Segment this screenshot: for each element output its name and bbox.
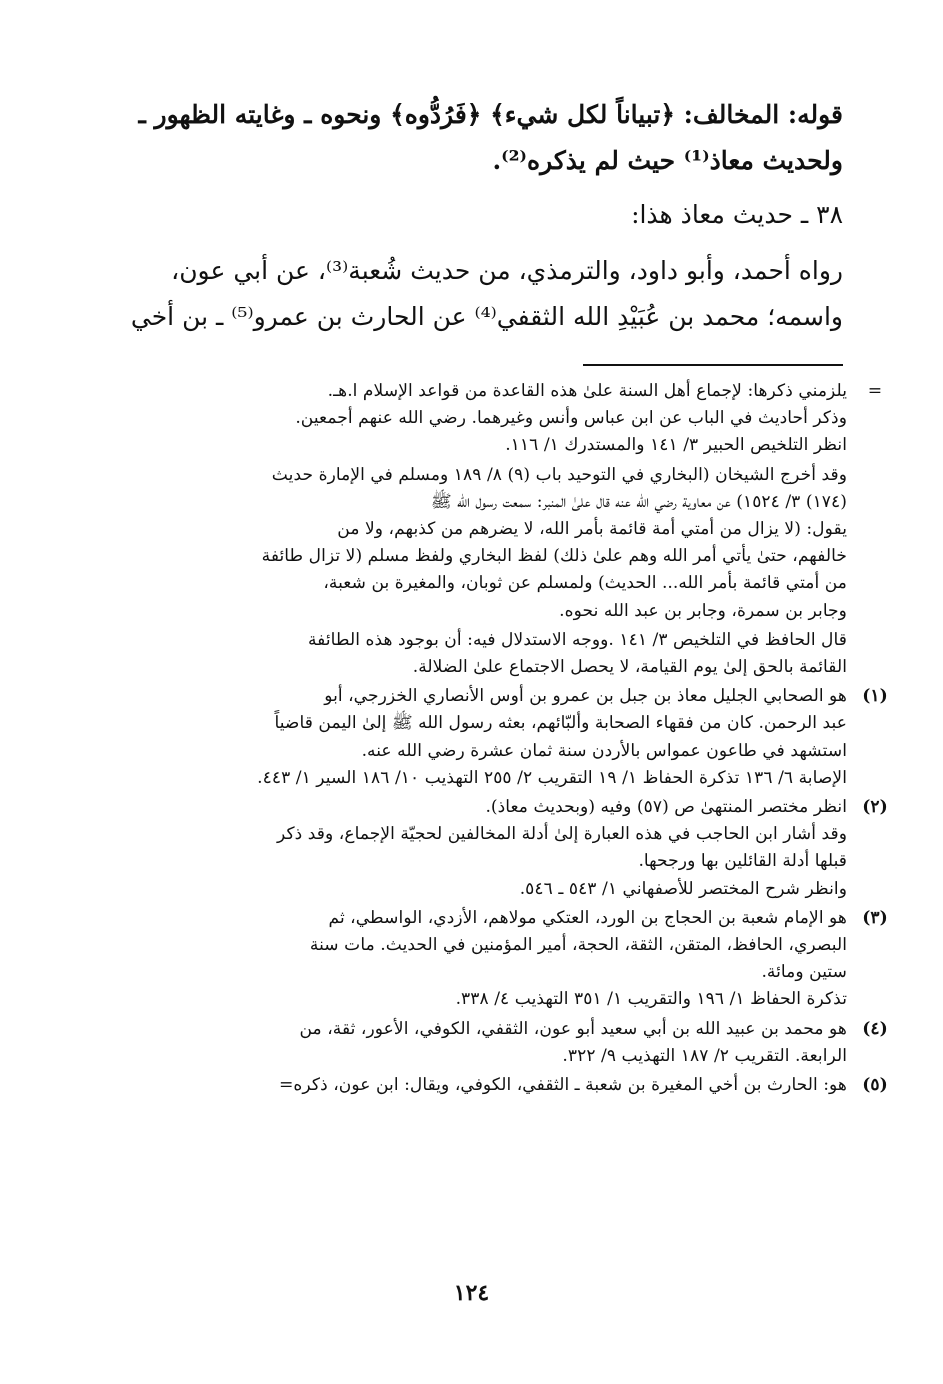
footnote-4-line: الرابعة. التقريب ٢/ ١٨٧ التهذيب ٩/ ٣٢٢. <box>562 1045 847 1066</box>
footnote-number: (٢) <box>862 797 888 818</box>
footnote-4: (٤) هو محمد بن عبيد الله بن أبي سعيد أبو عون، الثقفي، الكوفي، الأعور، ثقة، من <box>99 1016 847 1043</box>
footnote-3-line: البصري، الحافظ، المتقن، الثقة، الحجة، أمير المؤمنين في الحديث. مات سنة <box>309 935 847 956</box>
footnotes <box>99 378 888 1099</box>
continuation-line: القائمة بالحق إلىٰ يوم القيامة، لا يحصل الاجتماع علىٰ الضلالة. <box>412 657 847 678</box>
footnote-2-line: وانظر شرح المختصر للأصفهاني ١/ ٥٤٣ ـ ٥٤٦. <box>519 878 847 899</box>
footnote-5: (٥) هو: الحارث بن أخي المغيرة بن شعبة ـ الثقفي، الكوفي، ويقال: ابن عون، ذكره= <box>99 1072 847 1099</box>
footnote-number: (٥) <box>862 1075 888 1096</box>
page-number: ١٢٤ <box>453 1280 490 1306</box>
continuation-mark: = <box>867 381 883 401</box>
footnote-1-line: الإصابة ٦/ ١٣٦ تذكرة الحفاظ ١/ ١٩ التقريب ٢/ ٢٥٥ التهذيب ١٠/ ١٨٦ السير ١/ ٤٤٣. <box>257 767 847 788</box>
footnote-number: (٣) <box>862 907 888 928</box>
footnote-2: (٢) انظر مختصر المنتهىٰ ص (٥٧) وفيه (وبحديث معاذ). <box>99 794 847 821</box>
continuation-line: يقول: (لا يزال من أمتي أمة قائمة بأمر الله، لا يضرهم من كذبهم، ولا من <box>337 519 847 540</box>
footnote-2-line: قبلها أدلة القائلين بها ورجحها. <box>638 851 847 872</box>
footnote-number: (٤) <box>862 1018 888 1039</box>
footnote-1-line: عبد الرحمن. كان من فقهاء الصحابة وألبّائهم، بعثه رسول الله ﷺ إلىٰ اليمن قاضياً <box>274 713 847 734</box>
continuation-line: من أمتي قائمة بأمر الله... الحديث) ولمسلم عن ثوبان، والمغيرة بن شعبة، <box>323 573 847 594</box>
footnote-separator <box>583 364 843 366</box>
main-line-4: رواه أحمد، وأبو داود، والترمذي، من حديث شُعبة⁽³⁾، عن أبي عون، <box>171 256 843 285</box>
continuation-line: وقد أخرج الشيخان (البخاري في التوحيد باب (٩) ٨/ ١٨٩ ومسلم في الإمارة حديث <box>271 464 847 485</box>
footnote-number: (١) <box>862 686 888 707</box>
continuation-line: خالفهم، حتىٰ يأتي أمر الله وهم علىٰ ذلك) لفظ البخاري ولفظ مسلم (لا تزال طائفة <box>261 546 847 567</box>
main-line-2: ولحديث معاذ⁽¹⁾ حيث لم يذكره⁽²⁾. <box>492 146 843 175</box>
main-line-1: قوله: المخالف: ﴿تبياناً لكل شيء﴾ ﴿فَرُدُّوه﴾ ونحوه ـ وغايته الظهور ـ <box>138 100 843 129</box>
continuation-line: وجابر بن سمرة، وجابر بن عبد الله نحوه. <box>559 600 847 621</box>
footnote-3-line: تذكرة الحفاظ ١/ ١٩٦ والتقريب ١/ ٣٥١ التهذيب ٤/ ٣٣٨. <box>455 989 847 1010</box>
continuation-line: = يلزمني ذكرها: لإجماع أهل السنة علىٰ هذه القاعدة من قواعد الإسلام ا.هـ. <box>99 378 847 405</box>
continuation-line: (١٧٤) ٣/ ١٥٢٤) عن معاوية رضي الله عنه قال علىٰ المنبر: سمعت رسول الله ﷺ <box>430 491 847 512</box>
continuation-line: انظر التلخيص الحبير ٣/ ١٤١ والمستدرك ١/ ١١٦. <box>505 435 847 456</box>
footnote-3-line: ستين ومائة. <box>761 962 847 983</box>
footnote-1-line: استشهد في طاعون عمواس بالأردن سنة ثمان عشرة رضي الله عنه. <box>361 740 847 761</box>
main-text <box>98 92 843 340</box>
continuation-line: وذكر أحاديث في الباب عن ابن عباس وأنس وغيرهما. رضي الله عنهم أجمعين. <box>295 408 847 429</box>
footnote-3: (٣) هو الإمام شعبة بن الحجاج بن الورد، العتكي مولاهم، الأزدي، الواسطي، ثم <box>99 905 847 932</box>
footnote-1: (١) هو الصحابي الجليل معاذ بن جبل بن عمرو بن أوس الأنصاري الخزرجي، أبو <box>99 683 847 710</box>
continuation-line: قال الحافظ في التلخيص ٣/ ١٤١ .ووجه الاستدلال فيه: أن بوجود هذه الطائفة <box>307 629 847 650</box>
section-heading: ٣٨ ـ حديث معاذ هذا: <box>631 200 843 229</box>
main-line-5: واسمه؛ محمد بن عُبَيْدِ الله الثقفي⁽⁴⁾ عن الحارث بن عمرو⁽⁵⁾ ـ بن أخي <box>130 302 843 331</box>
footnote-2-line: وقد أشار ابن الحاجب في هذه العبارة إلىٰ أدلة المخالفين لحجيّة الإجماع، وقد ذكر <box>277 824 847 845</box>
